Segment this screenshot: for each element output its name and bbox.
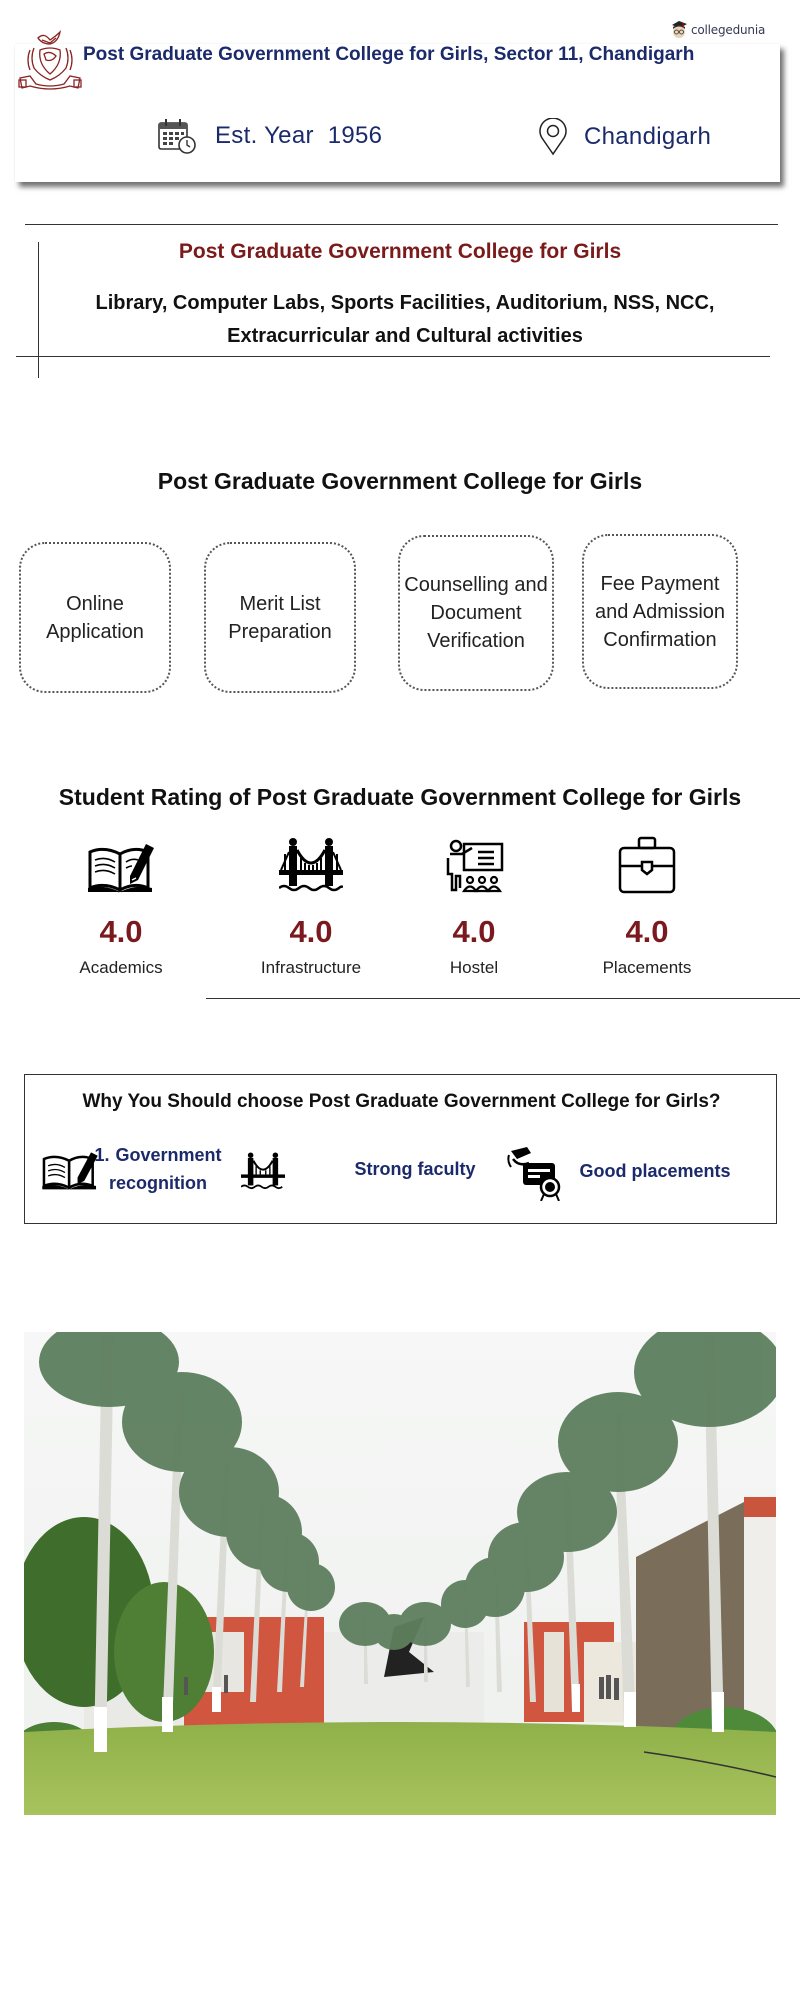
why-item-strong-faculty: Strong faculty [354, 1159, 476, 1179]
admission-section-title: Post Graduate Government College for Girls [157, 468, 643, 494]
rating-label: Placements [602, 958, 692, 977]
ratings-underline [206, 998, 800, 999]
admission-step-fee-payment: Fee Payment and Admission Confirmation [582, 534, 738, 689]
graduation-certificate-icon [503, 1145, 569, 1201]
collegedunia-logo[interactable] [670, 20, 765, 40]
rating-label: Hostel [449, 958, 499, 977]
collegedunia-logo-text: collegedunia [691, 23, 766, 37]
map-pin-icon [538, 118, 568, 156]
ratings-section-title: Student Rating of Post Graduate Government College for Girls [58, 784, 742, 810]
why-choose-title: Why You Should choose Post Graduate Government College for Girls? [82, 1091, 721, 1112]
campus-photo [24, 1332, 776, 1815]
why-item-good-placements: Good placements [579, 1161, 731, 1181]
briefcase-icon [617, 836, 677, 894]
collegedunia-mascot-icon [670, 20, 688, 40]
teacher-class-icon [442, 838, 506, 894]
facilities-college-name: Post Graduate Government College for Girls [178, 240, 622, 263]
calendar-clock-icon [157, 118, 197, 154]
rating-hostel [389, 838, 559, 978]
why-choose-box [24, 1074, 777, 1224]
book-pencil-icon [86, 838, 156, 894]
why-item-number: 1. [94, 1145, 110, 1165]
rating-value: 4.0 [99, 914, 143, 949]
college-crest-logo [16, 30, 84, 94]
admission-step-merit-list: Merit List Preparation [204, 542, 356, 693]
rating-value: 4.0 [289, 914, 333, 949]
rating-label: Infrastructure [260, 958, 362, 977]
rating-value: 4.0 [452, 914, 496, 949]
rating-label: Academics [79, 958, 163, 977]
rating-academics [36, 838, 206, 978]
established-label: Est. Year 1956 [215, 122, 383, 149]
rating-infrastructure [226, 836, 396, 978]
campus-palm-avenue-image [24, 1332, 776, 1815]
established-year-row [157, 118, 382, 154]
why-item-government-recognition: 1. Government recognition [94, 1145, 222, 1193]
admission-step-online-application: Online Application [19, 542, 171, 693]
facilities-list: Library, Computer Labs, Sports Facilities, Auditorium, NSS, NCC, Extracurricular and Cultural activities [95, 292, 715, 347]
admission-step-counselling: Counselling and Document Verification [398, 535, 554, 691]
divider-top [25, 224, 778, 225]
rating-placements [562, 836, 732, 978]
rating-value: 4.0 [625, 914, 669, 949]
established-year: 1956 [327, 122, 383, 149]
bridge-icon [241, 1151, 285, 1191]
location-text: Chandigarh [584, 123, 712, 150]
college-title: Post Graduate Government College for Girls, Sector 11, Chandigarh [83, 44, 695, 65]
divider-bottom [16, 356, 770, 357]
location-row [538, 118, 711, 156]
bridge-icon [279, 836, 343, 894]
